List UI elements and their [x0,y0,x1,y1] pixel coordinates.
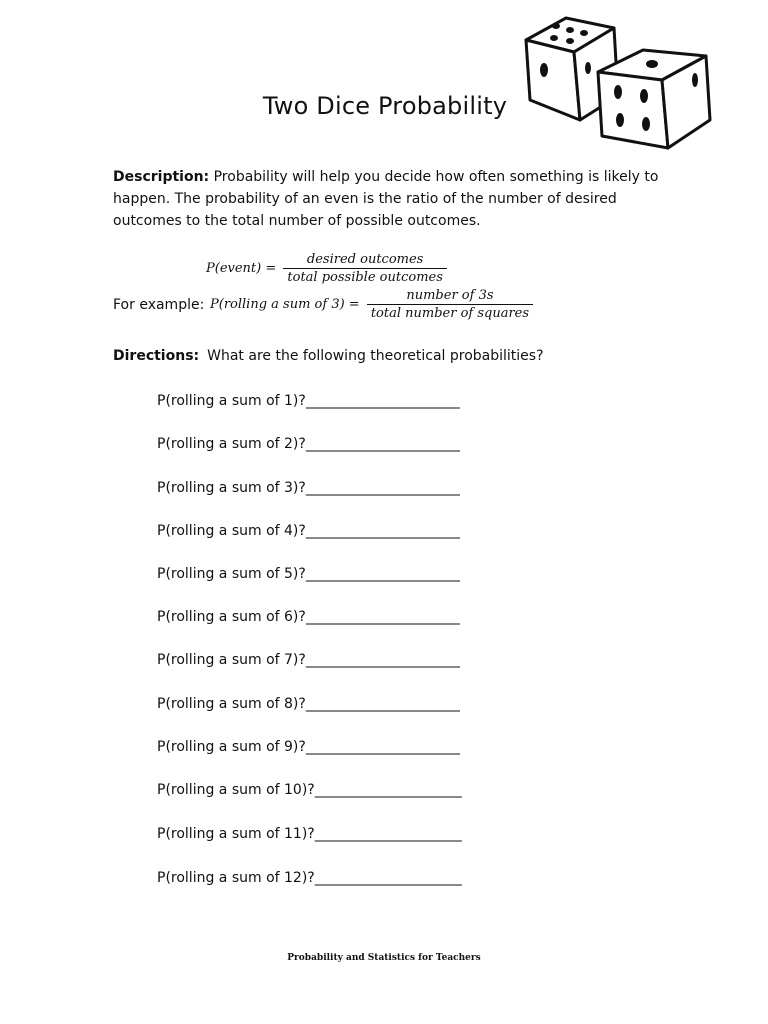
answer-blank[interactable]: _____________________ [314,826,462,842]
description-text: Probability will help you decide how often something is likely to happen. The probability of an even is the ratio of the number of desired outcomes to the total number of possible outcomes. [113,169,659,229]
question-text: P(rolling a sum of 2)? [157,436,306,452]
answer-blank[interactable]: ______________________ [305,436,460,452]
question-text: P(rolling a sum of 3)? [157,480,306,496]
question-item [157,566,460,582]
question-text: P(rolling a sum of 5)? [157,566,306,582]
example-fraction [367,287,533,322]
question-item [157,739,460,755]
example-numerator: number of 3s [367,287,533,305]
question-item [157,480,460,496]
question-item [157,523,460,539]
directions [113,348,544,364]
question-text: P(rolling a sum of 9)? [157,739,306,755]
page-footer: Probability and Statistics for Teachers [287,953,481,963]
answer-blank[interactable]: ______________________ [305,393,460,409]
page-title: Two Dice Probability [262,92,508,120]
example-label: For example: [113,297,205,313]
answer-blank[interactable]: _____________________ [314,870,462,886]
question-text: P(rolling a sum of 6)? [157,609,306,625]
description-paragraph [113,166,673,232]
example-lhs: P(rolling a sum of 3) = [210,297,360,312]
answer-blank[interactable]: ______________________ [305,696,460,712]
question-item [157,652,460,668]
question-text: P(rolling a sum of 10)? [157,782,315,798]
probability-formula [206,251,447,286]
answer-blank[interactable]: ______________________ [305,480,460,496]
formula-numerator: desired outcomes [283,251,447,269]
example-denominator: total number of squares [370,306,530,321]
formula-lhs: P(event) = [206,261,277,276]
directions-text: What are the following theoretical probabilities? [207,348,544,364]
question-text: P(rolling a sum of 11)? [157,826,315,842]
question-text: P(rolling a sum of 8)? [157,696,306,712]
answer-blank[interactable]: _____________________ [314,782,462,798]
example-formula [210,287,533,322]
answer-blank[interactable]: ______________________ [305,739,460,755]
question-item [157,393,460,409]
question-item [157,436,460,452]
question-text: P(rolling a sum of 7)? [157,652,306,668]
question-text: P(rolling a sum of 4)? [157,523,306,539]
directions-label: Directions: [113,348,200,364]
answer-blank[interactable]: ______________________ [305,609,460,625]
question-item [157,826,462,842]
question-text: P(rolling a sum of 12)? [157,870,315,886]
question-text: P(rolling a sum of 1)? [157,393,306,409]
question-item [157,609,460,625]
dice-icon [518,12,733,152]
formula-denominator: total possible outcomes [287,270,443,285]
formula-fraction [283,251,447,286]
answer-blank[interactable]: ______________________ [305,523,460,539]
question-item [157,782,462,798]
question-item [157,696,460,712]
answer-blank[interactable]: ______________________ [305,652,460,668]
description-label: Description: [113,169,210,185]
question-item [157,870,462,886]
answer-blank[interactable]: ______________________ [305,566,460,582]
